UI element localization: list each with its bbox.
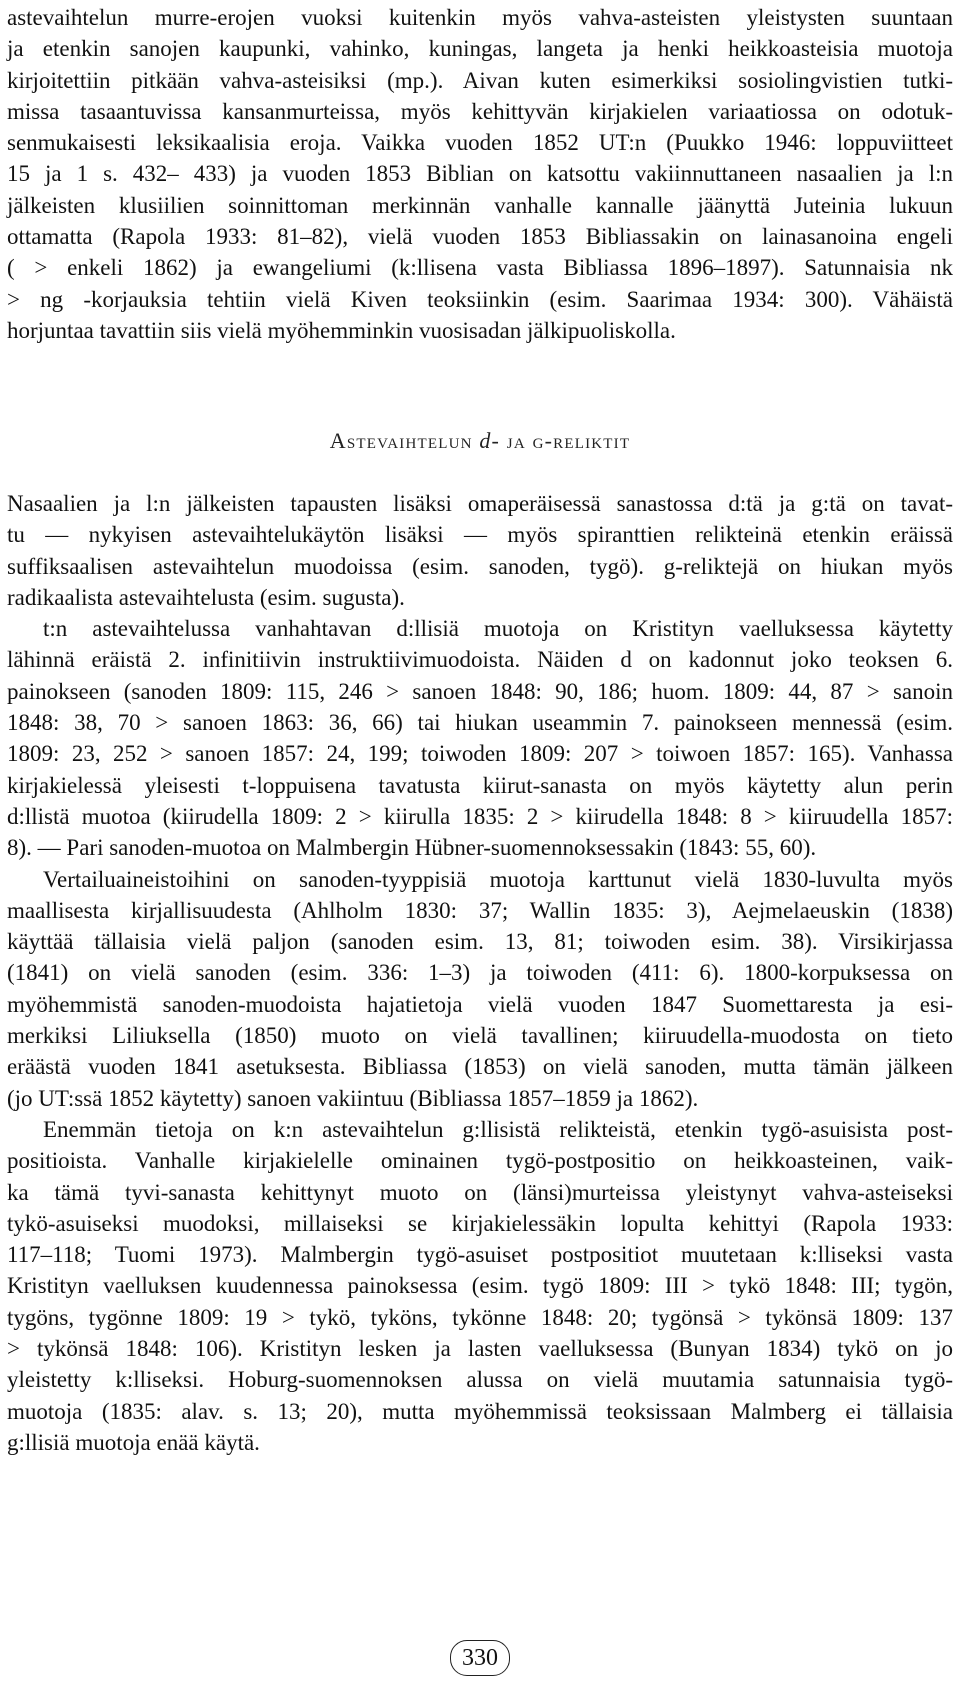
text-line: lähinnä eräistä 2. infinitiivin instruktiivimuodoista. Näiden d on kadonnut joko teoksen 6. xyxy=(7,647,953,673)
text-line: > tykönsä 1848: 106). Kristityn lesken ja lasten vaelluksessa (Bunyan 1834) tykö on jo xyxy=(7,1336,953,1362)
text-line: senmukaisesti leksikaalisia eroja. Vaikka vuoden 1852 UT:n (Puukko 1946: loppuviitteet xyxy=(7,130,953,156)
text-line: horjuntaa tavattiin siis vielä myöhemminkin vuosisadan jälkipuoliskolla. xyxy=(7,317,676,343)
text-line: 1809: 23, 252 > sanoen 1857: 24, 199; toiwoden 1809: 207 > toiwoen 1857: 165). Vanhassa xyxy=(7,741,953,767)
text-line: > ng -korjauksia tehtiin vielä Kiven teoksiinkin (esim. Saarimaa 1934: 300). Vähäistä xyxy=(7,286,953,312)
text-line: käyttää tällaisia vielä paljon (sanoden esim. 13, 81; toiwoden esim. 38). Virsikirjassa xyxy=(7,929,953,955)
text-line: ottamatta (Rapola 1933: 81–82), vielä vuoden 1853 Bibliassakin on lainasanoina engeli xyxy=(7,224,953,250)
text-line: Nasaalien ja l:n jälkeisten tapausten lisäksi omaperäisessä sanastossa d:tä ja g:tä on tavat- xyxy=(7,491,953,516)
heading-part: Astevaihtelun xyxy=(329,428,473,453)
page-number: 330 xyxy=(450,1640,510,1676)
text-line: ( > enkeli 1862) ja ewangeliumi (k:llisena vasta Bibliassa 1896–1897). Satunnaisia nk xyxy=(7,255,953,281)
text-line: ja etenkin sanojen kaupunki, vahinko, kuningas, langeta ja henki heikkoasteisia muotoja xyxy=(7,36,953,62)
text-line: 1848: 38, 70 > sanoen 1863: 36, 66) tai hiukan useammin 7. painokseen mennessä (esim. xyxy=(7,710,953,736)
text-line: (jo UT:ssä 1852 käytetty) sanoen vakiintuu (Bibliassa 1857–1859 ja 1862). xyxy=(7,1085,699,1111)
text-line: positioista. Vanhalle kirjakielelle ominainen tygö-postpositio on heikkoasteinen, vaik- xyxy=(7,1148,953,1174)
text-line: ka tämä tyvi-sanasta kehittynyt muoto on (länsi)murteissa yleistynyt vahva-asteiseksi xyxy=(7,1179,953,1205)
text-line: suffiksaalisen astevaihtelun muodoissa (esim. sanoden, tygö). g-reliktejä on hiukan myös xyxy=(7,553,953,579)
text-line: kirjakielessä yleisesti t-loppuisena tavatusta kiirut-sanasta on myös käytetty alun perin xyxy=(7,772,953,798)
text-line: g:llisiä muotoja enää käytä. xyxy=(7,1429,260,1455)
text-line: eräästä vuoden 1841 asetuksesta. Bibliassa (1853) on vielä sanoden, mutta tämän jälkeen xyxy=(7,1054,953,1080)
text-line: Kristityn vaelluksen kuudennessa painoksessa (esim. tygö 1809: III > tykö 1848: III; tygön, xyxy=(7,1273,953,1299)
text-line: radikaalista astevaihtelusta (esim. sugusta). xyxy=(7,584,405,610)
paragraphs-main xyxy=(7,488,953,1458)
text-line: tykö-asuiseksi muodoksi, millaiseksi se kirjakielessäkin lopulta kehittyi (Rapola 1933: xyxy=(7,1210,953,1236)
text-line: 117–118; Tuomi 1973). Malmbergin tygö-asuiset postpositiot muutetaan k:lliseksi vasta xyxy=(7,1242,953,1268)
text-line: d:llistä muotoa (kiirudella 1809: 2 > kiirulla 1835: 2 > kiirudella 1848: 8 > kiiruudella 1857: xyxy=(7,803,953,829)
heading-part: g-reliktit xyxy=(532,428,631,453)
text-line: Enemmän tietoja on k:n astevaihtelun g:llisistä relikteistä, etenkin tygö-asuisista post- xyxy=(43,1116,953,1142)
text-line: tu — nykyisen astevaihtelukäytön lisäksi — myös spiranttien relikteinä etenkin eräissä xyxy=(7,522,953,548)
text-line: Vertailuaineistoihini on sanoden-tyyppisiä muotoja karttunut vielä 1830-luvulta myös xyxy=(43,866,953,892)
text-line: myöhemmistä sanoden-muodoista hajatietoja vielä vuoden 1847 Suomettaresta ja esi- xyxy=(7,991,953,1017)
heading-part: ja xyxy=(506,428,526,453)
text-line: 8). — Pari sanoden-muotoa on Malmbergin Hübner-suomennoksessakin (1843: 55, 60). xyxy=(7,835,817,861)
section-heading xyxy=(7,428,953,454)
text-line: kirjoitettiin pitkään vahva-asteisiksi (mp.). Aivan kuten esimerkiksi sosiolingvistien tutki- xyxy=(7,67,953,93)
paragraph-top xyxy=(7,2,953,346)
text-line: merkiksi Liliuksella (1850) muoto on vielä tavallinen; kiiruudella-muodosta on tieto xyxy=(7,1023,953,1049)
text-line: maallisesta kirjallisuudesta (Ahlholm 1830: 37; Wallin 1835: 3), Aejmelaeuskin (1838) xyxy=(7,897,953,923)
text-line: t:n astevaihtelussa vanhahtavan d:llisiä muotoja on Kristityn vaelluksessa käytetty xyxy=(43,616,953,642)
text-line: jälkeisten klusiilien soinnittoman merkinnän vanhalle kannalle jäänyttä Juteinia lukuun xyxy=(7,192,953,218)
text-line: tygöns, tygönne 1809: 19 > tykö, tyköns, tykönne 1848: 20; tygönsä > tykönsä 1809: 137 xyxy=(7,1304,953,1330)
text-line: (1841) on vielä sanoden (esim. 336: 1–3) ja toiwoden (411: 6). 1800-korpuksessa on xyxy=(7,960,953,986)
text-line: missa tasaantuvissa kansanmurteissa, myös kehittyvän kirjakielen variaatiossa on odotuk- xyxy=(7,98,953,124)
text-line: painokseen (sanoden 1809: 115, 246 > sanoen 1848: 90, 186; huom. 1809: 44, 87 > sanoin xyxy=(7,678,953,704)
text-line: yleistetty k:lliseksi. Hoburg-suomennoksen alussa on vielä muutamia satunnaisia tygö- xyxy=(7,1367,953,1393)
text-line: 15 ja 1 s. 432– 433) ja vuoden 1853 Biblian on katsottu vakiinnuttaneen nasaalien ja l:n xyxy=(7,161,953,187)
heading-part: d- xyxy=(479,428,501,453)
text-line: astevaihtelun murre-erojen vuoksi kuitenkin myös vahva-asteisten yleistysten suuntaan xyxy=(7,5,953,30)
text-line: muotoja (1835: alav. s. 13; 20), mutta myöhemmissä teoksissaan Malmberg ei tällaisia xyxy=(7,1398,953,1424)
